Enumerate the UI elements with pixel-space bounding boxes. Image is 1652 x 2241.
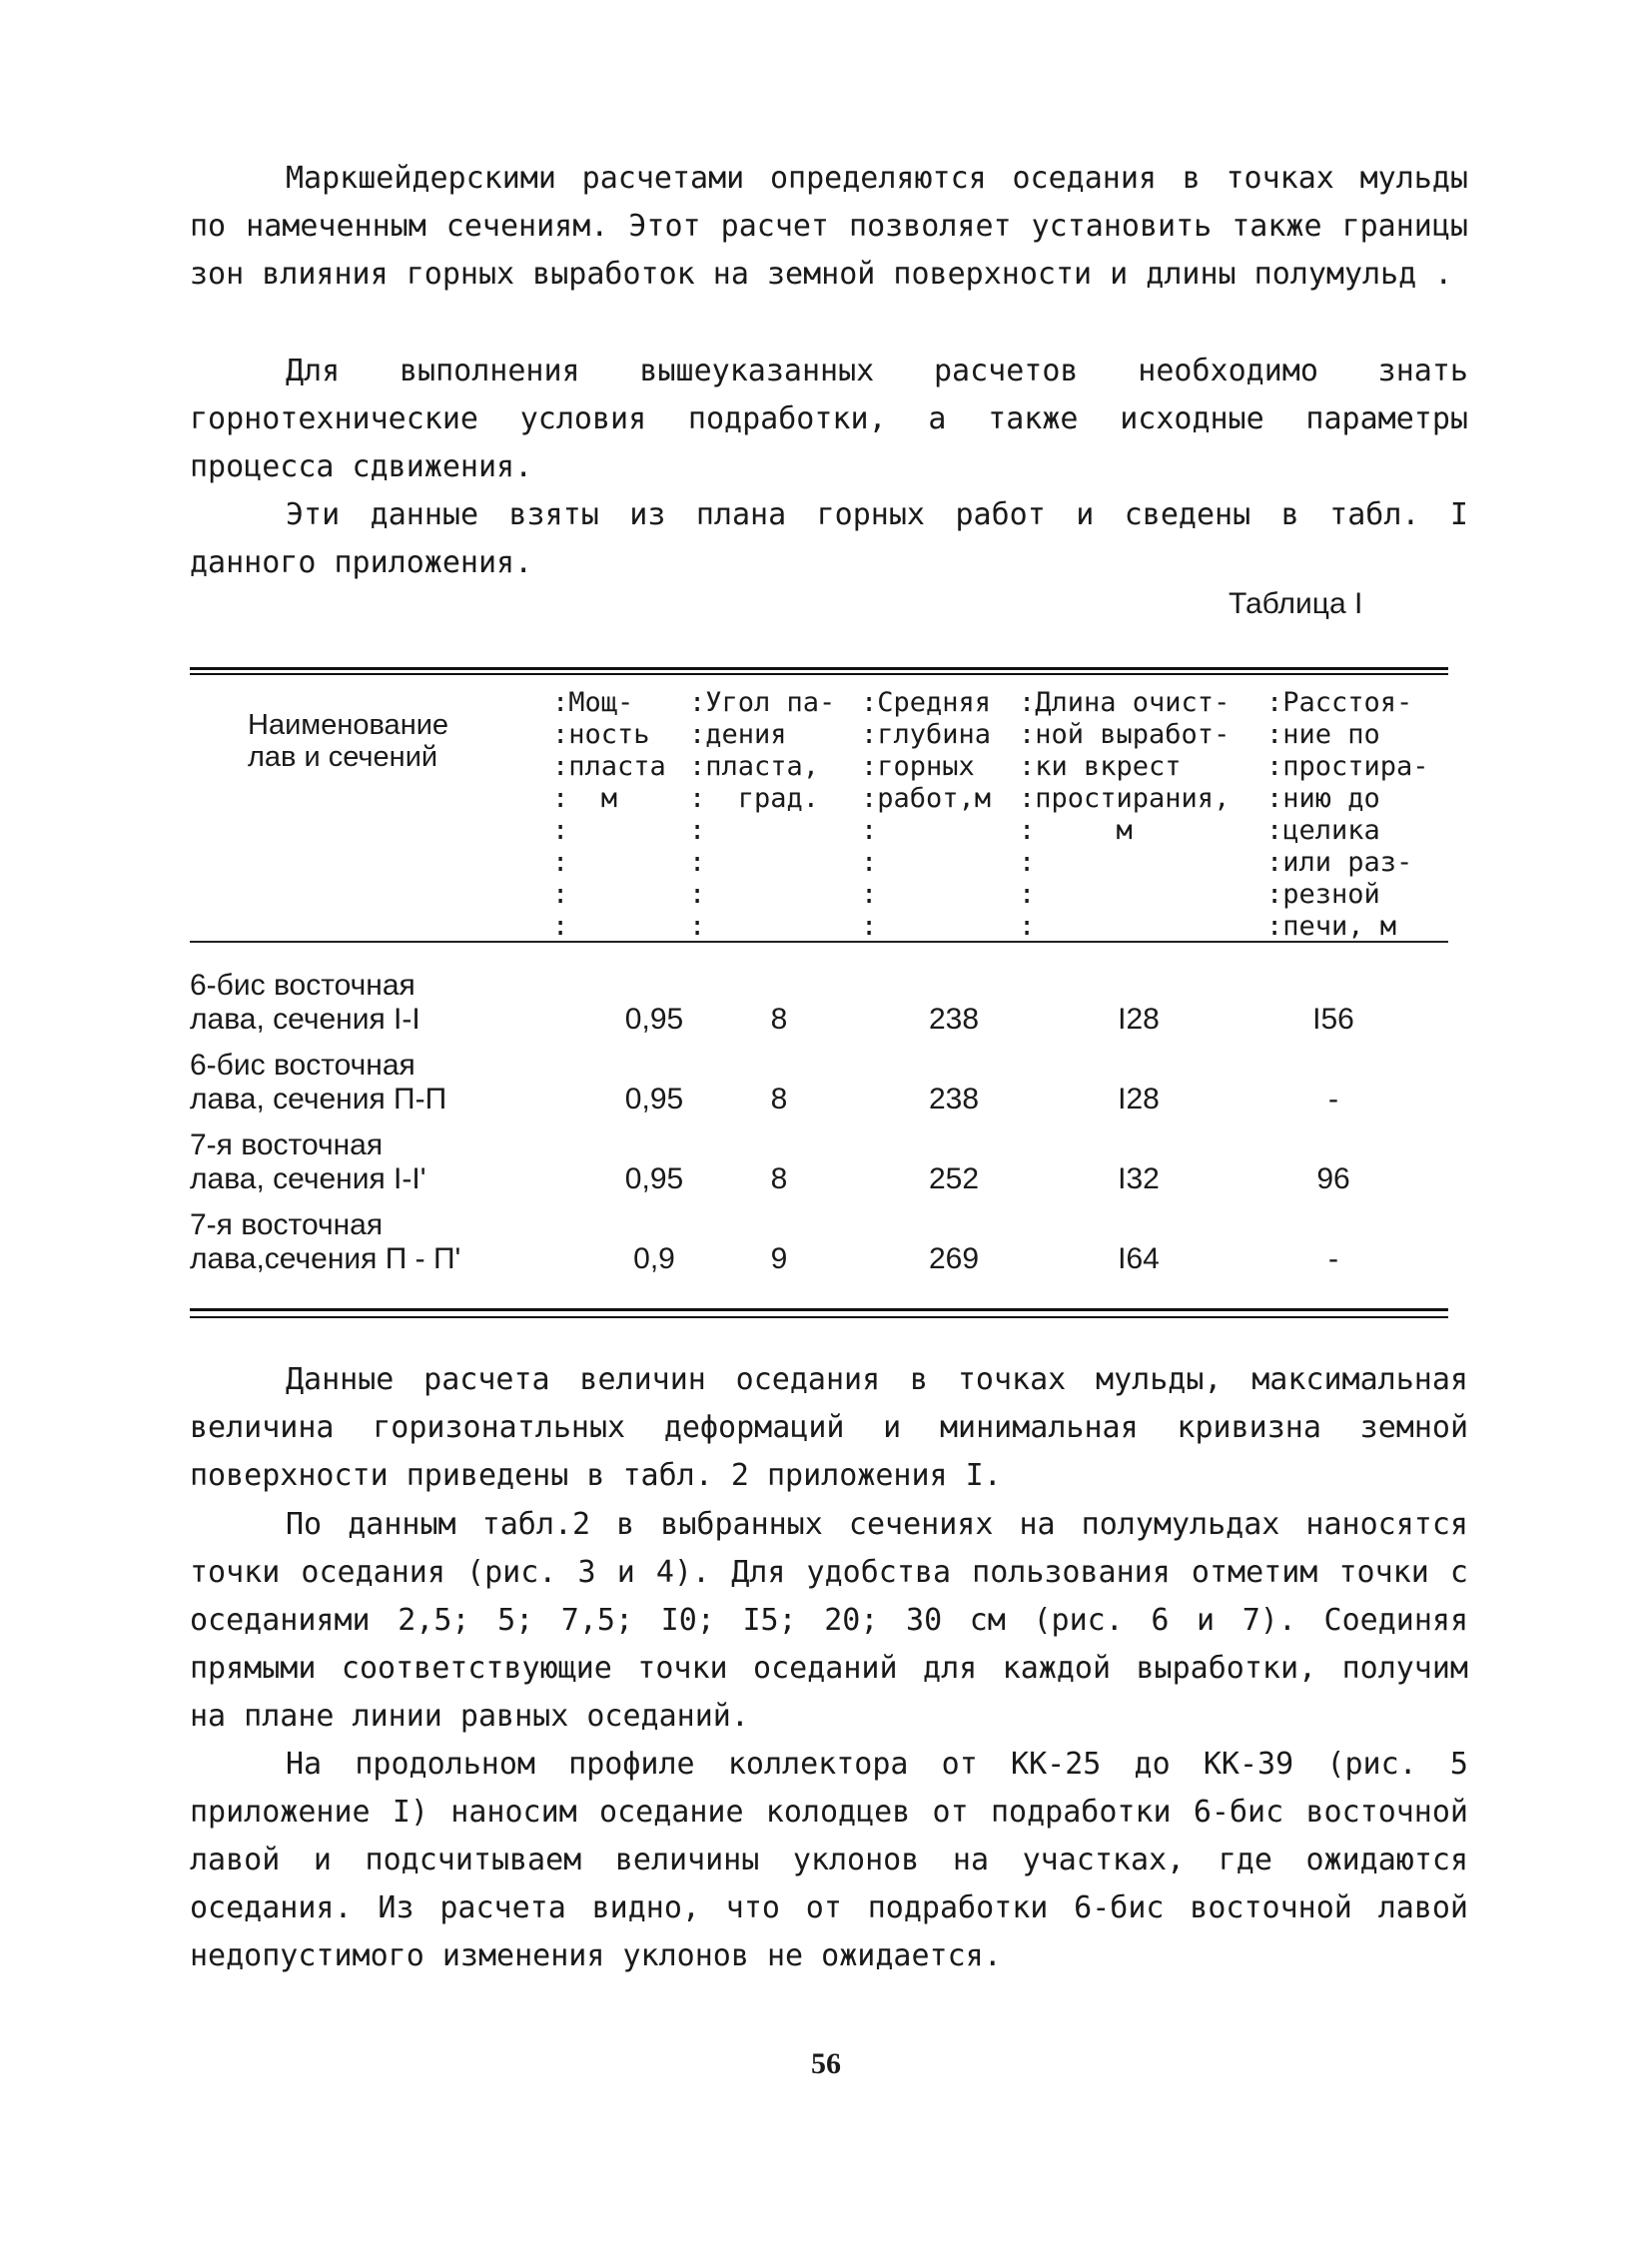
header-name: Наименование лав и сечений bbox=[248, 709, 449, 773]
cell-distance: I56 bbox=[1312, 1003, 1354, 1036]
cell-dip: 8 bbox=[770, 1083, 788, 1116]
cell-dip: 8 bbox=[770, 1003, 788, 1036]
table-row-name bbox=[190, 969, 420, 1037]
table-header-rule bbox=[190, 941, 1448, 943]
cell-distance: - bbox=[1328, 1083, 1338, 1116]
row-name-line2: лава,сечения П - П' bbox=[190, 1242, 461, 1275]
paragraph-body-2: По данным табл.2 в выбранных сечениях на полумульдах наносятся точки оседания (рис. 3 и 4). Для удобства пользования отметим точки с оседаниями 2,5; 5; 7,5; I0; I5; 20; 30 см (рис. 6 и 7). Соединяя прямыми соответствующие точки оседаний для каждой выработки, получим на плане линии равных оседаний. bbox=[190, 1507, 1468, 1734]
cell-length: I28 bbox=[1118, 1003, 1160, 1036]
cell-thickness: 0,95 bbox=[624, 1003, 684, 1036]
header-dip: :Угол па- :дения :пласта, : град. : : : : bbox=[689, 687, 836, 942]
header-distance: :Расстоя- :ние по :простира- :нию до :целика :или раз- :резной :печи, м bbox=[1266, 687, 1429, 942]
table-top-rule bbox=[190, 667, 1448, 670]
table-caption: Таблица I bbox=[1229, 587, 1363, 620]
table-bottom-rule bbox=[190, 1308, 1448, 1311]
table-row-name bbox=[190, 1049, 446, 1117]
cell-distance: 96 bbox=[1316, 1162, 1350, 1195]
row-name-line1: 7-я восточная bbox=[190, 1208, 384, 1241]
row-name-line2: лава, сечения I-I' bbox=[190, 1162, 426, 1195]
table-top-rule-2 bbox=[190, 673, 1448, 675]
header-thickness: :Мощ- :ность :пласта : м : : : : bbox=[552, 687, 666, 942]
cell-thickness: 0,95 bbox=[624, 1083, 684, 1116]
row-name-line2: лава, сечения I-I bbox=[190, 1003, 420, 1036]
cell-distance: - bbox=[1328, 1242, 1338, 1275]
paragraph-intro-1: Маркшейдерскими расчетами определяются оседания в точках мульды по намеченным сечениям. Этот расчет позволяет установить также границы зон влияния горных выработок на земной поверхности и длины полумульд . bbox=[190, 161, 1468, 292]
cell-depth: 252 bbox=[928, 1162, 980, 1195]
paragraph-body-1: Данные расчета величин оседания в точках мульды, максимальная величина горизонатльных деформаций и минимальная кривизна земной поверхности приведены в табл. 2 приложения I. bbox=[190, 1362, 1468, 1493]
cell-length: I28 bbox=[1118, 1083, 1160, 1116]
table-row-name bbox=[190, 1128, 425, 1196]
paragraph-intro-3: Эти данные взяты из плана горных работ и сведены в табл. I данного приложения. bbox=[190, 497, 1468, 580]
cell-dip: 8 bbox=[770, 1162, 788, 1195]
paragraph-body-3: На продольном профиле коллектора от КК-25 до КК-39 (рис. 5 приложение I) наносим оседание колодцев от подработки 6-бис восточной лавой и подсчитываем величины уклонов на участках, где ожидаются оседания. Из расчета видно, что от подработки 6-бис восточной лавой недопустимого изменения уклонов не ожидается. bbox=[190, 1747, 1468, 1973]
cell-thickness: 0,9 bbox=[633, 1242, 675, 1275]
cell-depth: 238 bbox=[928, 1003, 980, 1036]
paragraph-intro-2: Для выполнения вышеуказанных расчетов необходимо знать горнотехнические условия подработки, а также исходные параметры процесса сдвижения. bbox=[190, 354, 1468, 484]
row-name-line1: 6-бис восточная bbox=[190, 1049, 415, 1082]
cell-thickness: 0,95 bbox=[624, 1162, 684, 1195]
table-bottom-rule-2 bbox=[190, 1316, 1448, 1318]
cell-depth: 238 bbox=[928, 1083, 980, 1116]
table-row-name bbox=[190, 1208, 460, 1276]
cell-dip: 9 bbox=[770, 1242, 788, 1275]
row-name-line2: лава, сечения П-П bbox=[190, 1083, 447, 1116]
cell-depth: 269 bbox=[928, 1242, 980, 1275]
page-number: 56 bbox=[811, 2047, 841, 2080]
row-name-line1: 7-я восточная bbox=[190, 1128, 384, 1161]
header-length: :Длина очист- :ной выработ- :ки вкрест :простирания, : м : : : bbox=[1019, 687, 1231, 942]
header-depth: :Средняя :глубина :горных :работ,м : : : : bbox=[861, 687, 992, 942]
cell-length: I32 bbox=[1118, 1162, 1160, 1195]
cell-length: I64 bbox=[1118, 1242, 1160, 1275]
row-name-line1: 6-бис восточная bbox=[190, 969, 415, 1002]
